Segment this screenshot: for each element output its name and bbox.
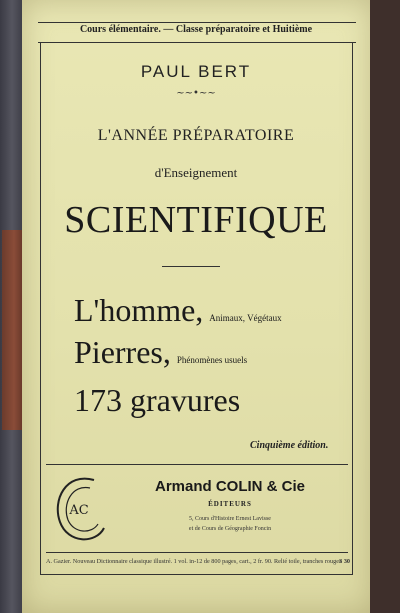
frame-bottom <box>40 574 353 575</box>
author-name: PAUL BERT <box>140 62 252 81</box>
publisher-address: 5, Cours d'Histoire Ernest Lavisse <box>189 516 271 522</box>
contents-big: L'homme, <box>74 292 204 328</box>
publisher-address: et de Cours de Géographie Foncin <box>188 526 272 532</box>
series-header: Cours élémentaire. — Classe préparatoire et Huitième <box>79 24 313 35</box>
contents-small: Phénomènes usuels <box>176 355 248 365</box>
publisher-name: Armand COLIN & Cie <box>154 478 305 495</box>
publisher-role: ÉDITEURS <box>208 500 252 508</box>
contents-row <box>74 334 247 371</box>
top-rule-inner <box>38 42 356 43</box>
publisher-divider <box>46 464 348 465</box>
contents-row <box>74 382 240 419</box>
advert-price: 3 30 <box>339 558 350 565</box>
main-title: SCIENTIFIQUE <box>64 199 328 241</box>
monogram-text: AC <box>69 503 89 518</box>
advert <box>46 558 350 566</box>
ornament-flourish: ~~•~~ <box>176 88 216 99</box>
contents-row <box>74 292 282 329</box>
page-edge <box>370 0 400 613</box>
advert-text: A. Gazier. Nouveau Dictionnaire classique illustré. 1 vol. in-12 de 800 pages, cart., 2 fr. 90. Relié toile, tranches rouges <box>46 558 342 565</box>
top-rule <box>38 22 356 23</box>
contents-small: Animaux, Végétaux <box>209 313 282 323</box>
frame-right <box>352 42 353 574</box>
advert-divider <box>46 552 348 553</box>
frame-left <box>40 42 41 574</box>
title-line1: L'ANNÉE PRÉPARATOIRE <box>97 127 295 144</box>
title-line2: d'Enseignement <box>154 165 238 180</box>
title-rule <box>162 266 220 267</box>
contents-big: 173 gravures <box>74 382 241 418</box>
publisher-monogram-icon <box>46 470 112 548</box>
edition-label: Cinquième édition. <box>250 440 329 451</box>
contents-big: Pierres, <box>74 334 171 370</box>
